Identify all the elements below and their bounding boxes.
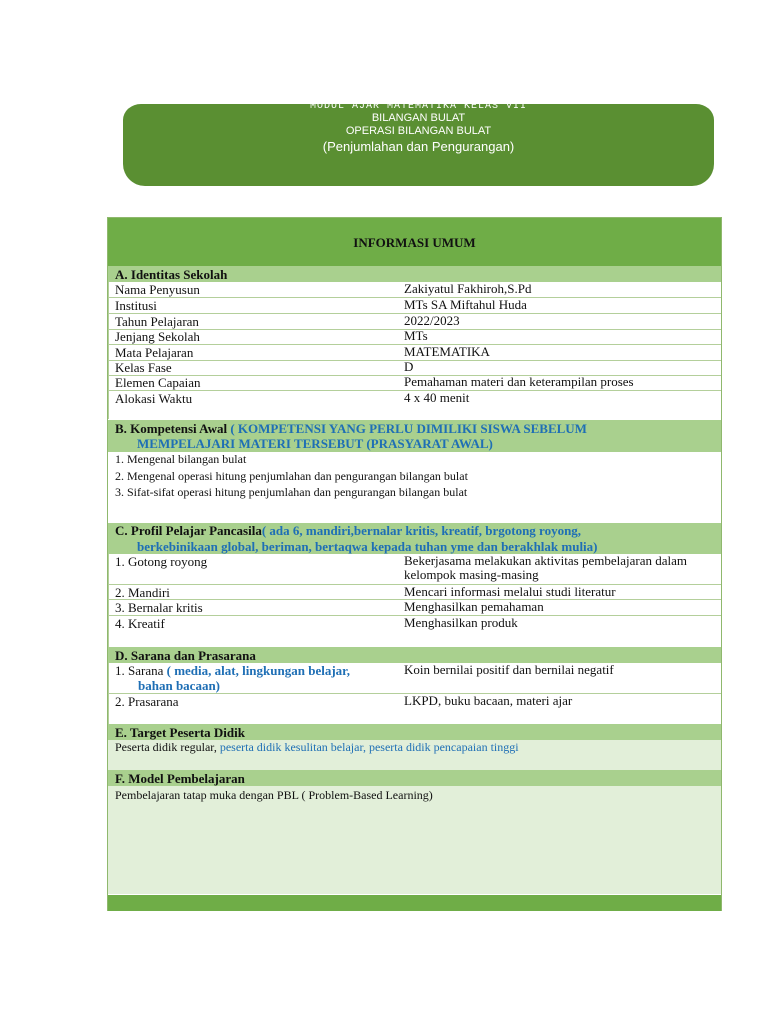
sarana-note: ( media, alat, lingkungan belajar, xyxy=(166,663,350,678)
row-value: Bekerjasama melakukan aktivitas pembelajaran dalam kelompok masing-masing xyxy=(404,553,687,582)
section-e-title: E. Target Peserta Didik xyxy=(115,725,245,740)
section-e-header xyxy=(108,724,721,740)
list-item: 1. Mengenal bilangan bulat xyxy=(115,452,247,466)
row-label: Nama Penyusun xyxy=(115,282,200,297)
title-banner xyxy=(123,101,714,186)
target-text xyxy=(115,740,519,755)
table-row xyxy=(108,391,721,419)
banner-line-4: (Penjumlahan dan Pengurangan) xyxy=(322,139,515,154)
section-e-body xyxy=(108,740,721,770)
section-b-note: ( KOMPETENSI YANG PERLU DIMILIKI SISWA SEBELUM xyxy=(230,421,587,436)
model-text: Pembelajaran tatap muka dengan PBL ( Problem-Based Learning) xyxy=(115,788,433,802)
section-f-body xyxy=(108,786,721,894)
table-row xyxy=(108,282,721,298)
section-c-note: ( ada 6, mandiri,bernalar kritis, kreatif, brgotong royong, xyxy=(261,523,582,538)
section-c-title: C. Profil Pelajar Pancasila xyxy=(115,523,262,538)
banner-line-1: MODUL AJAR MATEMATIKA KELAS VII xyxy=(309,101,528,112)
section-b-heading xyxy=(115,421,587,437)
section-c-header xyxy=(108,523,721,554)
row-value: Pemahaman materi dan keterampilan proses xyxy=(404,374,634,389)
list-item: 2. Mengenal operasi hitung penjumlahan dan pengurangan bilangan bulat xyxy=(115,469,468,483)
info-table xyxy=(107,217,722,911)
row-value: MTs xyxy=(404,328,428,343)
row-label: 1. Gotong royong xyxy=(115,554,208,569)
row-value: 2022/2023 xyxy=(404,313,460,328)
table-row xyxy=(108,298,721,314)
target-others: peserta didik kesulitan belajar, peserta didik pencapaian tinggi xyxy=(219,740,519,754)
sarana-label xyxy=(115,663,350,678)
section-f-title: F. Model Pembelajaran xyxy=(115,771,245,786)
table-row xyxy=(108,329,721,345)
row-label: Alokasi Waktu xyxy=(115,391,193,406)
section-d-title: D. Sarana dan Prasarana xyxy=(115,648,256,663)
table-row xyxy=(108,694,721,724)
row-label: 4. Kreatif xyxy=(115,616,165,631)
section-c-heading xyxy=(115,523,581,539)
table-row xyxy=(108,600,721,616)
row-value: Zakiyatul Fakhiroh,S.Pd xyxy=(404,281,532,296)
row-label: Elemen Capaian xyxy=(115,375,201,390)
section-d-header xyxy=(108,647,721,663)
section-a-header xyxy=(108,266,721,282)
table-row xyxy=(108,554,721,585)
row-value: Menghasilkan pemahaman xyxy=(404,599,544,614)
section-c-note-2: berkebinikaan global, beriman, bertaqwa kepada tuhan yme dan berakhlak mulia) xyxy=(137,539,598,554)
table-row xyxy=(108,375,721,391)
section-a-title: A. Identitas Sekolah xyxy=(115,267,228,282)
prerequisite-list xyxy=(108,452,721,522)
row-value: Koin bernilai positif dan bernilai negatif xyxy=(404,662,614,677)
list-item: 3. Sifat-sifat operasi hitung penjumlahan dan pengurangan bilangan bulat xyxy=(115,485,468,499)
table-row xyxy=(108,345,721,361)
row-label: Kelas Fase xyxy=(115,360,172,375)
table-row xyxy=(108,616,721,647)
section-b-note-2: MEMPELAJARI MATERI TERSEBUT (PRASYARAT AWAL) xyxy=(137,436,493,451)
sarana-note-2: bahan bacaan) xyxy=(138,678,220,693)
row-label: 2. Prasarana xyxy=(115,694,179,709)
row-label: 2. Mandiri xyxy=(115,585,170,600)
row-value: MATEMATIKA xyxy=(404,344,490,359)
section-f-header xyxy=(108,770,721,786)
row-label: Jenjang Sekolah xyxy=(115,329,200,344)
table-header xyxy=(108,218,721,266)
table-header-title: INFORMASI UMUM xyxy=(353,235,476,250)
row-value: 4 x 40 menit xyxy=(404,390,470,405)
target-regular: Peserta didik regular, xyxy=(115,740,220,754)
row-value: D xyxy=(404,359,414,374)
row-value: MTs SA Miftahul Huda xyxy=(404,297,527,312)
table-footer xyxy=(108,895,721,911)
sarana-label-text: 1. Sarana xyxy=(115,663,164,678)
table-row xyxy=(108,585,721,600)
row-label: Mata Pelajaran xyxy=(115,345,194,360)
row-value: Menghasilkan produk xyxy=(404,615,518,630)
section-b-header xyxy=(108,420,721,452)
banner-line-3: OPERASI BILANGAN BULAT xyxy=(345,125,492,137)
table-row xyxy=(108,663,721,694)
row-value: Mencari informasi melalui studi literatur xyxy=(404,584,616,599)
row-label: 3. Bernalar kritis xyxy=(115,600,203,615)
banner-line-2: BILANGAN BULAT xyxy=(371,112,466,124)
row-label: Institusi xyxy=(115,298,157,313)
section-b-title: B. Kompetensi Awal xyxy=(115,421,228,436)
row-value: LKPD, buku bacaan, materi ajar xyxy=(404,693,573,708)
row-label: Tahun Pelajaran xyxy=(115,314,199,329)
